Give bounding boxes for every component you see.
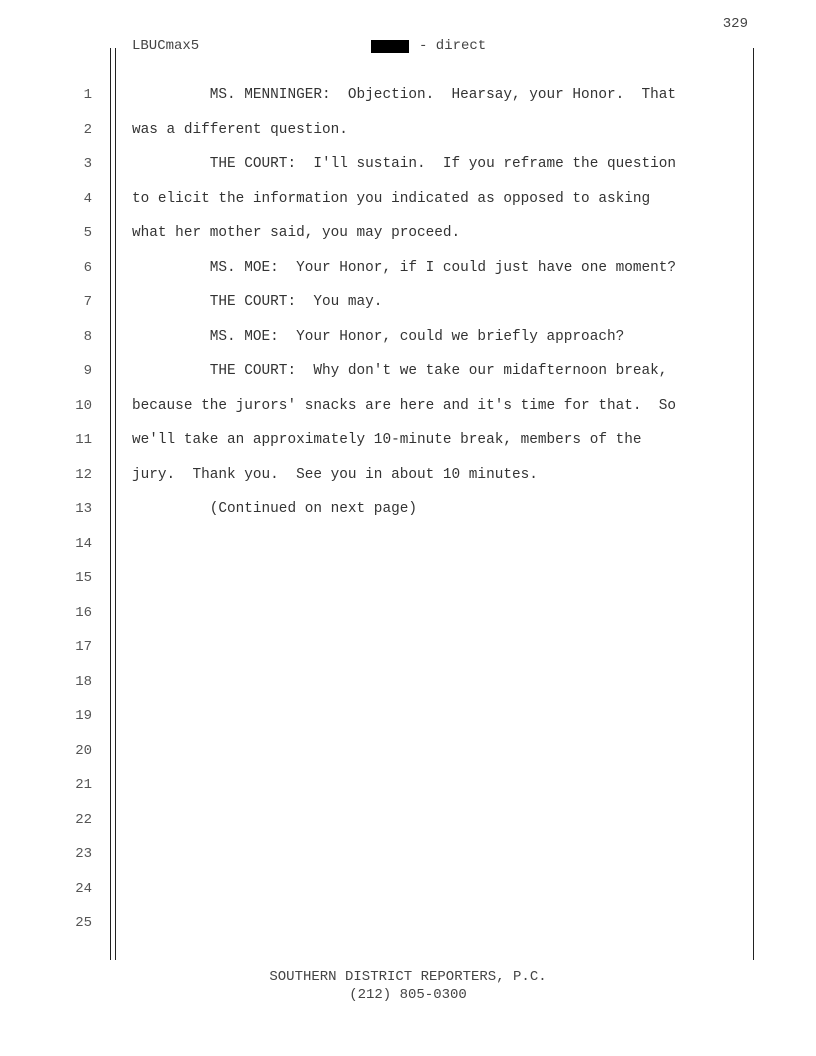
transcript-body [0,78,816,941]
line-number: 12 [75,466,92,483]
transcript-line [0,492,816,527]
reporter-name: SOUTHERN DISTRICT REPORTERS, P.C. [269,969,547,985]
line-number: 23 [75,846,92,862]
page-number: 329 [722,16,748,32]
transcript-line [0,906,816,941]
line-number: 17 [75,639,92,655]
line-number: 24 [75,880,92,897]
transcript-line [0,803,816,838]
line-number: 3 [83,156,92,172]
transcript-line [0,872,816,907]
line-text: THE COURT: You may. [132,294,383,310]
transcript-line [0,389,816,424]
transcript-line [0,458,816,493]
examination-type: - direct [419,38,487,54]
reporter-phone: (212) 805-0300 [349,987,467,1003]
line-number: 21 [75,777,92,793]
line-number: 7 [83,294,92,310]
line-number: 22 [75,811,92,828]
case-code: LBUCmax5 [132,38,200,54]
transcript-line [0,837,816,872]
line-text: MS. MOE: Your Honor, could we briefly approach? [132,328,625,345]
line-text: MS. MENNINGER: Objection. Hearsay, your Honor. That [132,87,677,103]
line-number: 14 [75,535,92,552]
line-number: 20 [75,742,92,759]
line-text: what her mother said, you may proceed. [132,225,461,241]
line-number: 8 [83,328,92,345]
transcript-line [0,630,816,665]
line-number: 1 [83,87,92,103]
line-number: 5 [83,225,92,241]
transcript-line [0,320,816,355]
transcript-line [0,113,816,148]
line-number: 10 [75,397,92,414]
line-number: 25 [75,915,92,931]
line-text: (Continued on next page) [132,501,417,517]
transcript-line [0,734,816,769]
line-text: was a different question. [132,121,348,138]
transcript-line [0,527,816,562]
transcript-line [0,561,816,596]
line-number: 18 [75,673,92,690]
line-number: 11 [75,432,92,448]
transcript-line [0,768,816,803]
transcript-line [0,596,816,631]
line-text: to elicit the information you indicated as opposed to asking [132,190,651,207]
line-text: jury. Thank you. See you in about 10 minutes. [132,466,538,483]
line-text: THE COURT: Why don't we take our midafternoon break, [132,363,668,379]
line-number: 19 [75,708,92,724]
transcript-line [0,251,816,286]
line-number: 9 [83,363,92,379]
transcript-line [0,423,816,458]
transcript-line [0,665,816,700]
transcript-line [0,354,816,389]
transcript-line [0,78,816,113]
transcript-line [0,285,816,320]
witness-header [371,38,486,54]
transcript-line [0,182,816,217]
line-number: 15 [75,570,92,586]
line-number: 4 [83,190,92,207]
line-number: 2 [83,121,92,138]
line-text: we'll take an approximately 10-minute break, members of the [132,432,642,448]
transcript-line [0,699,816,734]
line-number: 6 [83,259,92,276]
footer [0,968,816,1004]
transcript-line [0,147,816,182]
line-number: 13 [75,501,92,517]
line-number: 16 [75,604,92,621]
redaction-bar [371,40,409,53]
line-text: THE COURT: I'll sustain. If you reframe the question [132,156,677,172]
transcript-line [0,216,816,251]
line-text: MS. MOE: Your Honor, if I could just have one moment? [132,259,677,276]
line-text: because the jurors' snacks are here and it's time for that. So [132,397,677,414]
